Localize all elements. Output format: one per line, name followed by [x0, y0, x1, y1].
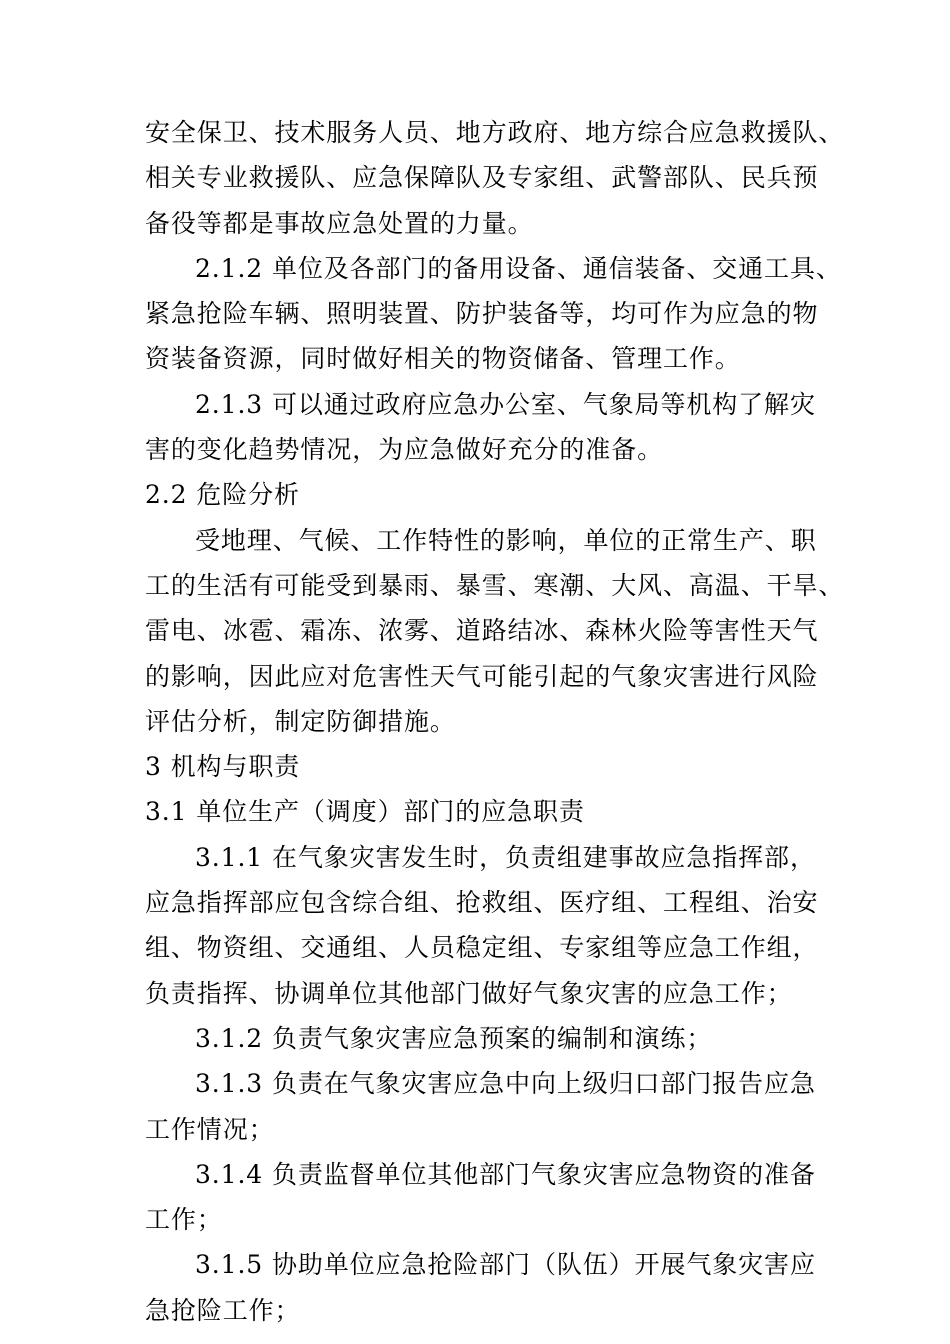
text-line-8: 害的变化趋势情况，为应急做好充分的准备。 — [145, 435, 664, 465]
text-line-26: 3.1.5 协助单位应急抢险部门（队伍）开展气象灾害应 — [195, 1250, 816, 1280]
text-line-17: 3.1.1 在气象灾害发生时，负责组建事故应急指挥部， — [195, 842, 816, 872]
text-line-23: 工作情况； — [145, 1114, 275, 1144]
document-body — [145, 110, 845, 1333]
text-line-11: 工的生活有可能受到暴雨、暴雪、寒潮、大风、高温、干旱、 — [145, 570, 845, 600]
text-line-22: 3.1.3 负责在气象灾害应急中向上级归口部门报告应急 — [195, 1069, 816, 1099]
text-line-18: 应急指挥部应包含综合组、抢救组、医疗组、工程组、治安 — [145, 888, 819, 918]
text-line-19: 组、物资组、交通组、人员稳定组、专家组等应急工作组， — [145, 933, 819, 963]
text-line-5: 紧急抢险车辆、照明装置、防护装备等，均可作为应急的物 — [145, 299, 819, 329]
text-line-25: 工作； — [145, 1205, 223, 1235]
section-heading-2-2: 2.2 危险分析 — [145, 480, 300, 510]
text-line-21: 3.1.2 负责气象灾害应急预案的编制和演练； — [195, 1023, 713, 1053]
text-line-3: 备役等都是事故应急处置的力量。 — [145, 208, 534, 238]
text-line-7: 2.1.3 可以通过政府应急办公室、气象局等机构了解灾 — [195, 389, 816, 419]
text-line-2: 相关专业救援队、应急保障队及专家组、武警部队、民兵预 — [145, 163, 819, 193]
section-heading-3-1: 3.1 单位生产（调度）部门的应急职责 — [145, 797, 585, 827]
text-line-13: 的影响，因此应对危害性天气可能引起的气象灾害进行风险 — [145, 661, 819, 691]
text-line-4: 2.1.2 单位及各部门的备用设备、通信装备、交通工具、 — [195, 253, 842, 283]
text-line-20: 负责指挥、协调单位其他部门做好气象灾害的应急工作； — [145, 978, 793, 1008]
text-line-10: 受地理、气候、工作特性的影响，单位的正常生产、职 — [195, 525, 817, 555]
section-heading-3: 3 机构与职责 — [145, 752, 301, 782]
text-line-24: 3.1.4 负责监督单位其他部门气象灾害应急物资的准备 — [195, 1159, 816, 1189]
text-line-12: 雷电、冰雹、霜冻、浓雾、道路结冰、森林火险等害性天气 — [145, 616, 819, 646]
text-line-14: 评估分析，制定防御措施。 — [145, 706, 456, 736]
text-line-6: 资装备资源，同时做好相关的物资储备、管理工作。 — [145, 344, 741, 374]
text-line-1: 安全保卫、技术服务人员、地方政府、地方综合应急救援队、 — [145, 118, 845, 147]
text-line-27: 急抢险工作； — [145, 1295, 301, 1325]
